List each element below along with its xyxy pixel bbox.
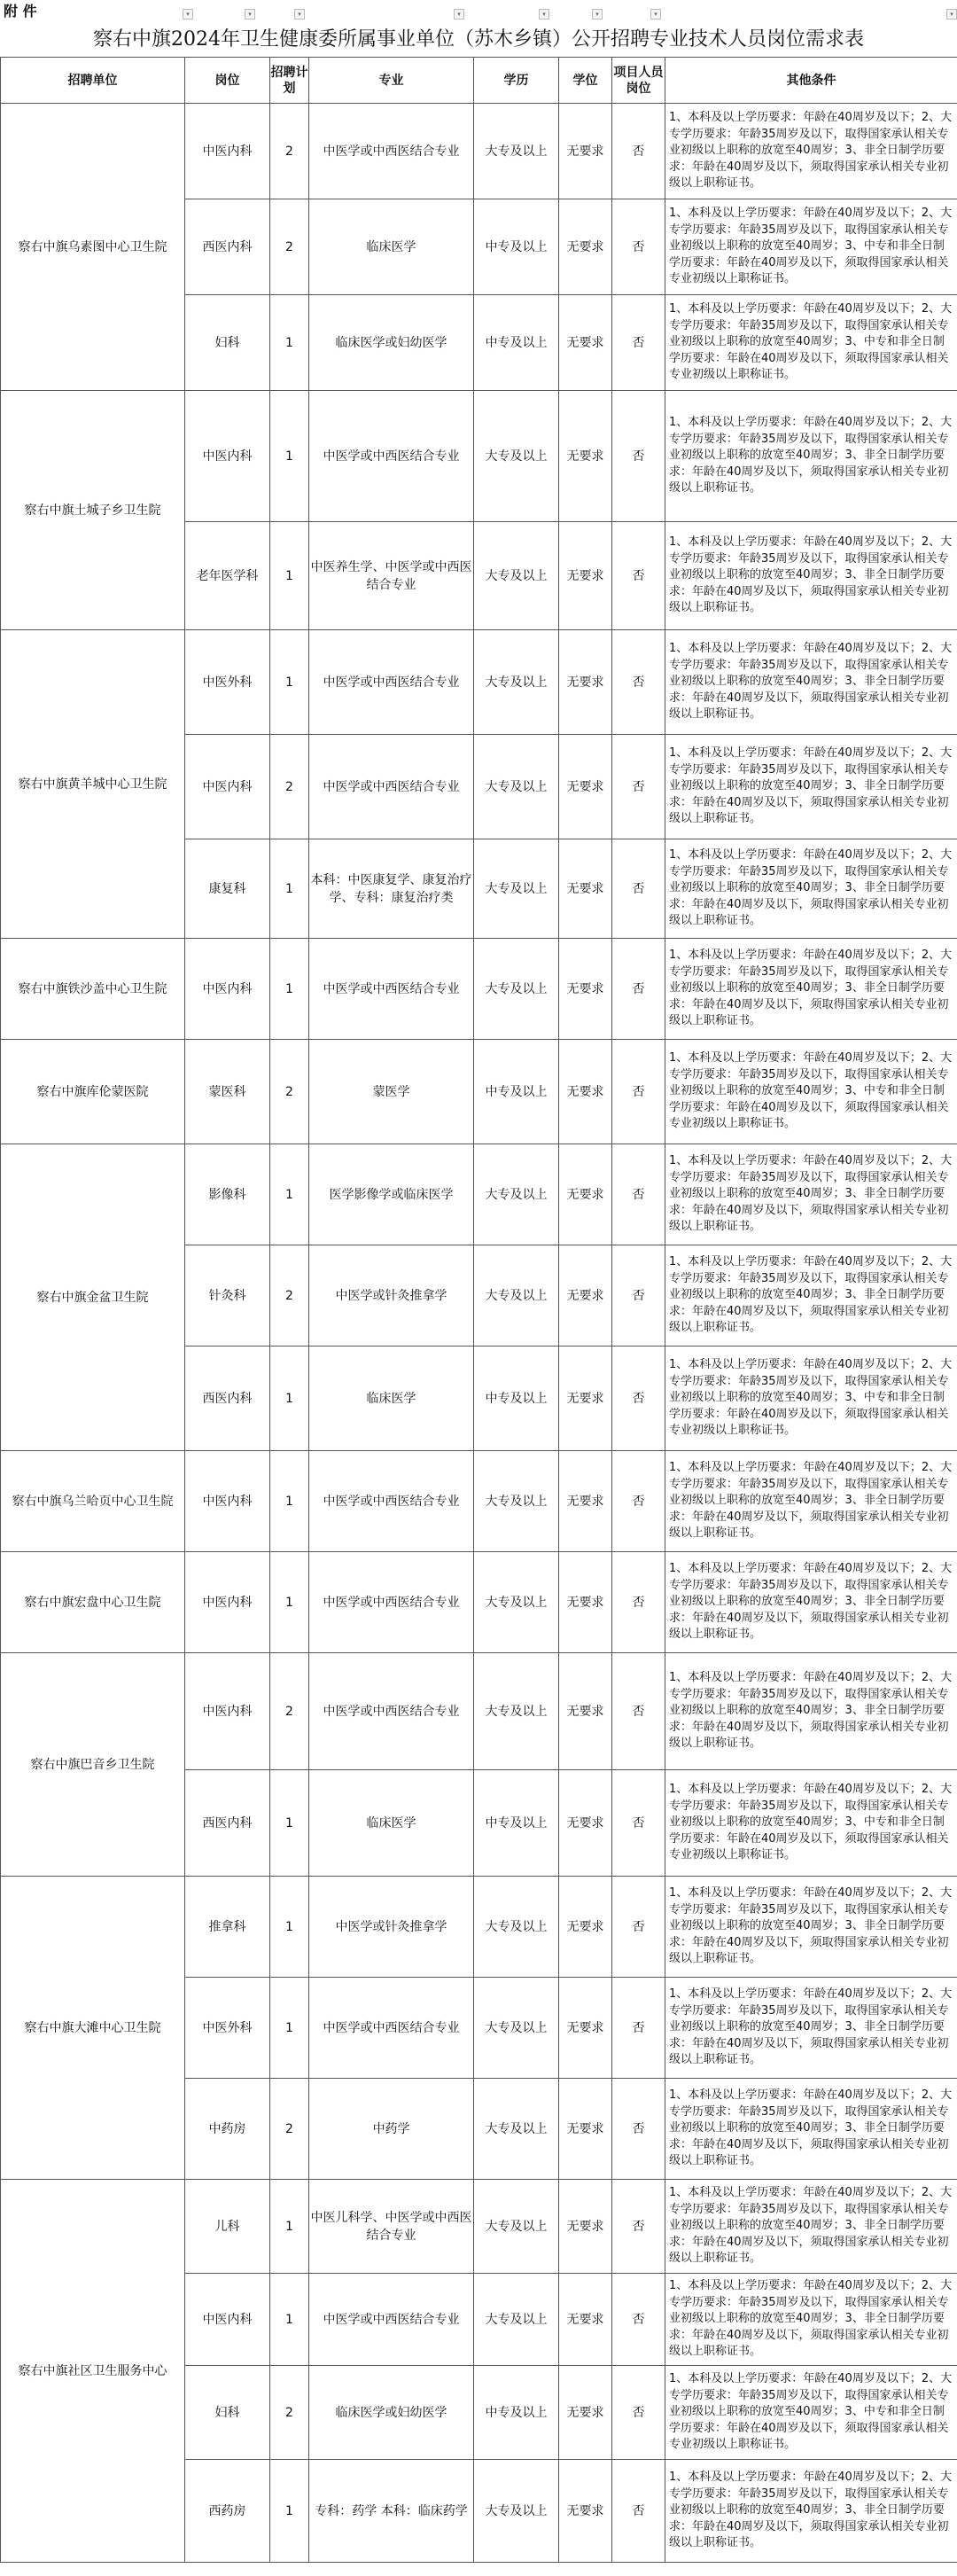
cell-plan: 1 (270, 839, 309, 939)
cell-education: 中专及以上 (474, 199, 559, 295)
cell-education: 中专及以上 (474, 1347, 559, 1451)
cell-education: 大专及以上 (474, 1653, 559, 1770)
cell-conditions: 1、本科及以上学历要求：年龄在40周岁及以下；2、大专学历要求：年龄35周岁及以下，取得国家承认相关专业初级以上职称的放宽至40周岁；3、非全日制学历要求：年龄在40周岁及以下，须取得国家承认相关专业初级以上职称证书。 (665, 2180, 957, 2274)
cell-education: 大专及以上 (474, 2274, 559, 2366)
filter-dropdown-icon[interactable]: ▾ (650, 9, 661, 20)
cell-plan: 1 (270, 1347, 309, 1451)
cell-project-post: 否 (612, 1451, 665, 1552)
cell-plan: 1 (270, 295, 309, 391)
cell-plan: 1 (270, 1770, 309, 1877)
cell-degree: 无要求 (559, 939, 612, 1040)
cell-conditions: 1、本科及以上学历要求：年龄在40周岁及以下；2、大专学历要求：年龄35周岁及以下，取得国家承认相关专业初级以上职称的放宽至40周岁；3、中专和非全日制学历要求：年龄在40周岁及以下，须取得国家承认相关专业初级以上职称证书。 (665, 1347, 957, 1451)
cell-major: 中医学或中西医结合专业 (309, 1978, 474, 2079)
table-row (1, 1877, 957, 1978)
cell-plan: 1 (270, 939, 309, 1040)
cell-plan: 1 (270, 1877, 309, 1978)
cell-education: 大专及以上 (474, 2180, 559, 2274)
filter-dropdown-icon[interactable]: ▾ (539, 9, 549, 20)
cell-project-post: 否 (612, 1552, 665, 1653)
cell-project-post: 否 (612, 295, 665, 391)
cell-unit: 察右中旗巴音乡卫生院 (1, 1653, 185, 1877)
cell-plan: 1 (270, 1451, 309, 1552)
cell-conditions: 1、本科及以上学历要求：年龄在40周岁及以下；2、大专学历要求：年龄35周岁及以下，取得国家承认相关专业初级以上职称的放宽至40周岁；3、非全日制学历要求：年龄在40周岁及以下，须取得国家承认相关专业初级以上职称证书。 (665, 1653, 957, 1770)
cell-post: 推拿科 (185, 1877, 270, 1978)
filter-dropdown-icon[interactable]: ▾ (183, 9, 193, 20)
cell-conditions: 1、本科及以上学历要求：年龄在40周岁及以下；2、大专学历要求：年龄35周岁及以下，取得国家承认相关专业初级以上职称的放宽至40周岁；3、中专和非全日制学历要求：年龄在40周岁及以下，须取得国家承认相关专业初级以上职称证书。 (665, 295, 957, 391)
cell-degree: 无要求 (559, 1653, 612, 1770)
cell-major: 中医学或中西医结合专业 (309, 104, 474, 199)
cell-conditions: 1、本科及以上学历要求：年龄在40周岁及以下；2、大专学历要求：年龄35周岁及以下，取得国家承认相关专业初级以上职称的放宽至40周岁；3、非全日制学历要求：年龄在40周岁及以下，须取得国家承认相关专业初级以上职称证书。 (665, 1877, 957, 1978)
cell-project-post: 否 (612, 839, 665, 939)
cell-major: 中药学 (309, 2079, 474, 2180)
cell-conditions: 1、本科及以上学历要求：年龄在40周岁及以下；2、大专学历要求：年龄35周岁及以下，取得国家承认相关专业初级以上职称的放宽至40周岁；3、非全日制学历要求：年龄在40周岁及以下，须取得国家承认相关专业初级以上职称证书。 (665, 522, 957, 630)
table-row (1, 939, 957, 1040)
cell-major: 中医学或中西医结合专业 (309, 391, 474, 522)
cell-plan: 1 (270, 1978, 309, 2079)
cell-conditions: 1、本科及以上学历要求：年龄在40周岁及以下；2、大专学历要求：年龄35周岁及以下，取得国家承认相关专业初级以上职称的放宽至40周岁；3、非全日制学历要求：年龄在40周岁及以下，须取得国家承认相关专业初级以上职称证书。 (665, 104, 957, 199)
cell-conditions: 1、本科及以上学历要求：年龄在40周岁及以下；2、大专学历要求：年龄35周岁及以下，取得国家承认相关专业初级以上职称的放宽至40周岁；3、非全日制学历要求：年龄在40周岁及以下，须取得国家承认相关专业初级以上职称证书。 (665, 630, 957, 735)
cell-project-post: 否 (612, 1877, 665, 1978)
cell-education: 大专及以上 (474, 1451, 559, 1552)
table-row (1, 1040, 957, 1144)
cell-plan: 1 (270, 2274, 309, 2366)
attachment-label: 附 件 (4, 3, 37, 20)
cell-education: 大专及以上 (474, 104, 559, 199)
cell-conditions: 1、本科及以上学历要求：年龄在40周岁及以下；2、大专学历要求：年龄35周岁及以下，取得国家承认相关专业初级以上职称的放宽至40周岁；3、非全日制学历要求：年龄在40周岁及以下，须取得国家承认相关专业初级以上职称证书。 (665, 2460, 957, 2563)
cell-education: 大专及以上 (474, 1144, 559, 1245)
cell-degree: 无要求 (559, 1552, 612, 1653)
cell-conditions: 1、本科及以上学历要求：年龄在40周岁及以下；2、大专学历要求：年龄35周岁及以下，取得国家承认相关专业初级以上职称的放宽至40周岁；3、中专和非全日制学历要求：年龄在40周岁及以下，须取得国家承认相关专业初级以上职称证书。 (665, 2366, 957, 2460)
cell-education: 大专及以上 (474, 939, 559, 1040)
cell-post: 蒙医科 (185, 1040, 270, 1144)
table-body (1, 104, 957, 2563)
cell-post: 中医内科 (185, 2274, 270, 2366)
filter-dropdown-icon[interactable]: ▾ (245, 9, 255, 20)
cell-project-post: 否 (612, 1144, 665, 1245)
cell-project-post: 否 (612, 2274, 665, 2366)
table-row (1, 1144, 957, 1245)
cell-project-post: 否 (612, 1347, 665, 1451)
cell-major: 中医儿科学、中医学或中西医结合专业 (309, 2180, 474, 2274)
cell-plan: 2 (270, 1040, 309, 1144)
cell-unit: 察右中旗黄羊城中心卫生院 (1, 630, 185, 939)
cell-post: 康复科 (185, 839, 270, 939)
cell-conditions: 1、本科及以上学历要求：年龄在40周岁及以下；2、大专学历要求：年龄35周岁及以下，取得国家承认相关专业初级以上职称的放宽至40周岁；3、非全日制学历要求：年龄在40周岁及以下，须取得国家承认相关专业初级以上职称证书。 (665, 1451, 957, 1552)
table-row (1, 2180, 957, 2274)
cell-degree: 无要求 (559, 1245, 612, 1347)
cell-project-post: 否 (612, 1978, 665, 2079)
cell-project-post: 否 (612, 199, 665, 295)
cell-conditions: 1、本科及以上学历要求：年龄在40周岁及以下；2、大专学历要求：年龄35周岁及以下，取得国家承认相关专业初级以上职称的放宽至40周岁；3、非全日制学历要求：年龄在40周岁及以下，须取得国家承认相关专业初级以上职称证书。 (665, 735, 957, 839)
table-row (1, 104, 957, 199)
filter-dropdown-icon[interactable]: ▾ (454, 9, 464, 20)
column-filter-arrows (0, 9, 957, 21)
cell-conditions: 1、本科及以上学历要求：年龄在40周岁及以下；2、大专学历要求：年龄35周岁及以下，取得国家承认相关专业初级以上职称的放宽至40周岁；3、非全日制学历要求：年龄在40周岁及以下，须取得国家承认相关专业初级以上职称证书。 (665, 2274, 957, 2366)
cell-education: 大专及以上 (474, 735, 559, 839)
cell-project-post: 否 (612, 1770, 665, 1877)
cell-unit: 察右中旗大滩中心卫生院 (1, 1877, 185, 2180)
filter-dropdown-icon[interactable]: ▾ (946, 9, 957, 20)
cell-degree: 无要求 (559, 1144, 612, 1245)
cell-post: 中医内科 (185, 1552, 270, 1653)
cell-post: 老年医学科 (185, 522, 270, 630)
cell-education: 大专及以上 (474, 1552, 559, 1653)
table-row (1, 1552, 957, 1653)
cell-degree: 无要求 (559, 630, 612, 735)
cell-degree: 无要求 (559, 1978, 612, 2079)
cell-degree: 无要求 (559, 1877, 612, 1978)
cell-degree: 无要求 (559, 199, 612, 295)
cell-project-post: 否 (612, 2460, 665, 2563)
header-education: 学历 (474, 58, 559, 104)
header-unit: 招聘单位 (1, 58, 185, 104)
cell-post: 妇科 (185, 295, 270, 391)
cell-conditions: 1、本科及以上学历要求：年龄在40周岁及以下；2、大专学历要求：年龄35周岁及以下，取得国家承认相关专业初级以上职称的放宽至40周岁；3、非全日制学历要求：年龄在40周岁及以下，须取得国家承认相关专业初级以上职称证书。 (665, 839, 957, 939)
cell-plan: 2 (270, 199, 309, 295)
cell-post: 针灸科 (185, 1245, 270, 1347)
cell-education: 大专及以上 (474, 522, 559, 630)
cell-unit: 察右中旗铁沙盖中心卫生院 (1, 939, 185, 1040)
cell-degree: 无要求 (559, 104, 612, 199)
cell-conditions: 1、本科及以上学历要求：年龄在40周岁及以下；2、大专学历要求：年龄35周岁及以下，取得国家承认相关专业初级以上职称的放宽至40周岁；3、中专和非全日制学历要求：年龄在40周岁及以下，须取得国家承认相关专业初级以上职称证书。 (665, 1770, 957, 1877)
cell-major: 临床医学 (309, 199, 474, 295)
cell-degree: 无要求 (559, 735, 612, 839)
cell-major: 中医养生学、中医学或中西医结合专业 (309, 522, 474, 630)
job-requirements-table (0, 57, 957, 2563)
table-header-row (1, 58, 957, 104)
cell-post: 影像科 (185, 1144, 270, 1245)
cell-post: 中医内科 (185, 735, 270, 839)
cell-unit: 察右中旗乌兰哈页中心卫生院 (1, 1451, 185, 1552)
cell-degree: 无要求 (559, 1451, 612, 1552)
table-row (1, 630, 957, 735)
header-plan: 招聘计划 (270, 58, 309, 104)
cell-conditions: 1、本科及以上学历要求：年龄在40周岁及以下；2、大专学历要求：年龄35周岁及以下，取得国家承认相关专业初级以上职称的放宽至40周岁；3、中专和非全日制学历要求：年龄在40周岁及以下，须取得国家承认相关专业初级以上职称证书。 (665, 199, 957, 295)
cell-degree: 无要求 (559, 391, 612, 522)
cell-post: 西医内科 (185, 1347, 270, 1451)
cell-project-post: 否 (612, 1040, 665, 1144)
cell-project-post: 否 (612, 1653, 665, 1770)
cell-major: 临床医学 (309, 1347, 474, 1451)
cell-major: 中医学或中西医结合专业 (309, 939, 474, 1040)
cell-post: 中药房 (185, 2079, 270, 2180)
cell-plan: 1 (270, 630, 309, 735)
cell-conditions: 1、本科及以上学历要求：年龄在40周岁及以下；2、大专学历要求：年龄35周岁及以下，取得国家承认相关专业初级以上职称的放宽至40周岁；3、中专和非全日制学历要求：年龄在40周岁及以下，须取得国家承认相关专业初级以上职称证书。 (665, 1040, 957, 1144)
header-other-conditions: 其他条件 (665, 58, 957, 104)
cell-major: 专科：药学 本科：临床药学 (309, 2460, 474, 2563)
cell-unit: 察右中旗金盆卫生院 (1, 1144, 185, 1451)
cell-degree: 无要求 (559, 1770, 612, 1877)
cell-project-post: 否 (612, 522, 665, 630)
cell-major: 中医学或中西医结合专业 (309, 2274, 474, 2366)
cell-education: 大专及以上 (474, 2079, 559, 2180)
cell-plan: 2 (270, 2366, 309, 2460)
cell-conditions: 1、本科及以上学历要求：年龄在40周岁及以下；2、大专学历要求：年龄35周岁及以下，取得国家承认相关专业初级以上职称的放宽至40周岁；3、非全日制学历要求：年龄在40周岁及以下，须取得国家承认相关专业初级以上职称证书。 (665, 391, 957, 522)
cell-plan: 2 (270, 1245, 309, 1347)
cell-education: 大专及以上 (474, 1245, 559, 1347)
cell-degree: 无要求 (559, 522, 612, 630)
cell-unit: 察右中旗土城子乡卫生院 (1, 391, 185, 630)
cell-major: 中医学或针灸推拿学 (309, 1245, 474, 1347)
cell-post: 妇科 (185, 2366, 270, 2460)
table-row (1, 1451, 957, 1552)
cell-project-post: 否 (612, 939, 665, 1040)
cell-major: 本科：中医康复学、康复治疗学、专科：康复治疗类 (309, 839, 474, 939)
cell-plan: 1 (270, 1144, 309, 1245)
cell-degree: 无要求 (559, 295, 612, 391)
cell-conditions: 1、本科及以上学历要求：年龄在40周岁及以下；2、大专学历要求：年龄35周岁及以下，取得国家承认相关专业初级以上职称的放宽至40周岁；3、非全日制学历要求：年龄在40周岁及以下，须取得国家承认相关专业初级以上职称证书。 (665, 1978, 957, 2079)
cell-major: 中医学或中西医结合专业 (309, 630, 474, 735)
cell-major: 中医学或中西医结合专业 (309, 735, 474, 839)
cell-post: 西医内科 (185, 199, 270, 295)
cell-project-post: 否 (612, 2366, 665, 2460)
cell-education: 大专及以上 (474, 839, 559, 939)
cell-degree: 无要求 (559, 2180, 612, 2274)
cell-degree: 无要求 (559, 839, 612, 939)
cell-conditions: 1、本科及以上学历要求：年龄在40周岁及以下；2、大专学历要求：年龄35周岁及以下，取得国家承认相关专业初级以上职称的放宽至40周岁；3、非全日制学历要求：年龄在40周岁及以下，须取得国家承认相关专业初级以上职称证书。 (665, 939, 957, 1040)
cell-post: 中医内科 (185, 939, 270, 1040)
cell-major: 中医学或中西医结合专业 (309, 1451, 474, 1552)
cell-degree: 无要求 (559, 1347, 612, 1451)
header-major: 专业 (309, 58, 474, 104)
cell-degree: 无要求 (559, 1040, 612, 1144)
cell-plan: 2 (270, 1653, 309, 1770)
cell-plan: 2 (270, 735, 309, 839)
cell-major: 临床医学 (309, 1770, 474, 1877)
cell-major: 临床医学或妇幼医学 (309, 295, 474, 391)
cell-plan: 1 (270, 1552, 309, 1653)
cell-major: 医学影像学或临床医学 (309, 1144, 474, 1245)
cell-education: 大专及以上 (474, 1877, 559, 1978)
cell-post: 中医外科 (185, 1978, 270, 2079)
table-row (1, 391, 957, 522)
header-post: 岗位 (185, 58, 270, 104)
cell-project-post: 否 (612, 391, 665, 522)
cell-degree: 无要求 (559, 2274, 612, 2366)
cell-plan: 1 (270, 2460, 309, 2563)
cell-major: 蒙医学 (309, 1040, 474, 1144)
cell-education: 中专及以上 (474, 1770, 559, 1877)
cell-conditions: 1、本科及以上学历要求：年龄在40周岁及以下；2、大专学历要求：年龄35周岁及以下，取得国家承认相关专业初级以上职称的放宽至40周岁；3、非全日制学历要求：年龄在40周岁及以下，须取得国家承认相关专业初级以上职称证书。 (665, 1245, 957, 1347)
header-project-post: 项目人员岗位 (612, 58, 665, 104)
cell-conditions: 1、本科及以上学历要求：年龄在40周岁及以下；2、大专学历要求：年龄35周岁及以下，取得国家承认相关专业初级以上职称的放宽至40周岁；3、非全日制学历要求：年龄在40周岁及以下，须取得国家承认相关专业初级以上职称证书。 (665, 1144, 957, 1245)
cell-plan: 1 (270, 522, 309, 630)
cell-plan: 1 (270, 2180, 309, 2274)
cell-post: 西医内科 (185, 1770, 270, 1877)
cell-project-post: 否 (612, 2180, 665, 2274)
cell-post: 中医内科 (185, 104, 270, 199)
cell-unit: 察右中旗宏盘中心卫生院 (1, 1552, 185, 1653)
cell-post: 儿科 (185, 2180, 270, 2274)
cell-project-post: 否 (612, 630, 665, 735)
cell-project-post: 否 (612, 104, 665, 199)
page-title: 察右中旗2024年卫生健康委所属事业单位（苏木乡镇）公开招聘专业技术人员岗位需求表 (93, 28, 864, 51)
cell-major: 临床医学或妇幼医学 (309, 2366, 474, 2460)
cell-conditions: 1、本科及以上学历要求：年龄在40周岁及以下；2、大专学历要求：年龄35周岁及以下，取得国家承认相关专业初级以上职称的放宽至40周岁；3、非全日制学历要求：年龄在40周岁及以下，须取得国家承认相关专业初级以上职称证书。 (665, 2079, 957, 2180)
filter-dropdown-icon[interactable]: ▾ (592, 9, 603, 20)
cell-major: 中医学或中西医结合专业 (309, 1653, 474, 1770)
cell-post: 中医内科 (185, 1653, 270, 1770)
cell-project-post: 否 (612, 735, 665, 839)
cell-degree: 无要求 (559, 2079, 612, 2180)
table-row (1, 1653, 957, 1770)
header-degree: 学位 (559, 58, 612, 104)
cell-unit: 察右中旗乌素图中心卫生院 (1, 104, 185, 391)
cell-unit: 察右中旗社区卫生服务中心 (1, 2180, 185, 2563)
cell-post: 西药房 (185, 2460, 270, 2563)
cell-unit: 察右中旗库伦蒙医院 (1, 1040, 185, 1144)
filter-dropdown-icon[interactable]: ▾ (294, 9, 305, 20)
cell-project-post: 否 (612, 2079, 665, 2180)
cell-plan: 2 (270, 104, 309, 199)
cell-post: 中医内科 (185, 391, 270, 522)
cell-education: 中专及以上 (474, 295, 559, 391)
cell-education: 大专及以上 (474, 391, 559, 522)
cell-degree: 无要求 (559, 2366, 612, 2460)
cell-major: 中医学或中西医结合专业 (309, 1552, 474, 1653)
cell-conditions: 1、本科及以上学历要求：年龄在40周岁及以下；2、大专学历要求：年龄35周岁及以下，取得国家承认相关专业初级以上职称的放宽至40周岁；3、非全日制学历要求：年龄在40周岁及以下，须取得国家承认相关专业初级以上职称证书。 (665, 1552, 957, 1653)
cell-education: 大专及以上 (474, 2460, 559, 2563)
cell-degree: 无要求 (559, 2460, 612, 2563)
cell-education: 中专及以上 (474, 2366, 559, 2460)
cell-project-post: 否 (612, 1245, 665, 1347)
cell-education: 中专及以上 (474, 1040, 559, 1144)
cell-post: 中医外科 (185, 630, 270, 735)
cell-education: 大专及以上 (474, 1978, 559, 2079)
cell-education: 大专及以上 (474, 630, 559, 735)
cell-plan: 2 (270, 2079, 309, 2180)
cell-major: 中医学或针灸推拿学 (309, 1877, 474, 1978)
cell-plan: 1 (270, 391, 309, 522)
cell-post: 中医内科 (185, 1451, 270, 1552)
